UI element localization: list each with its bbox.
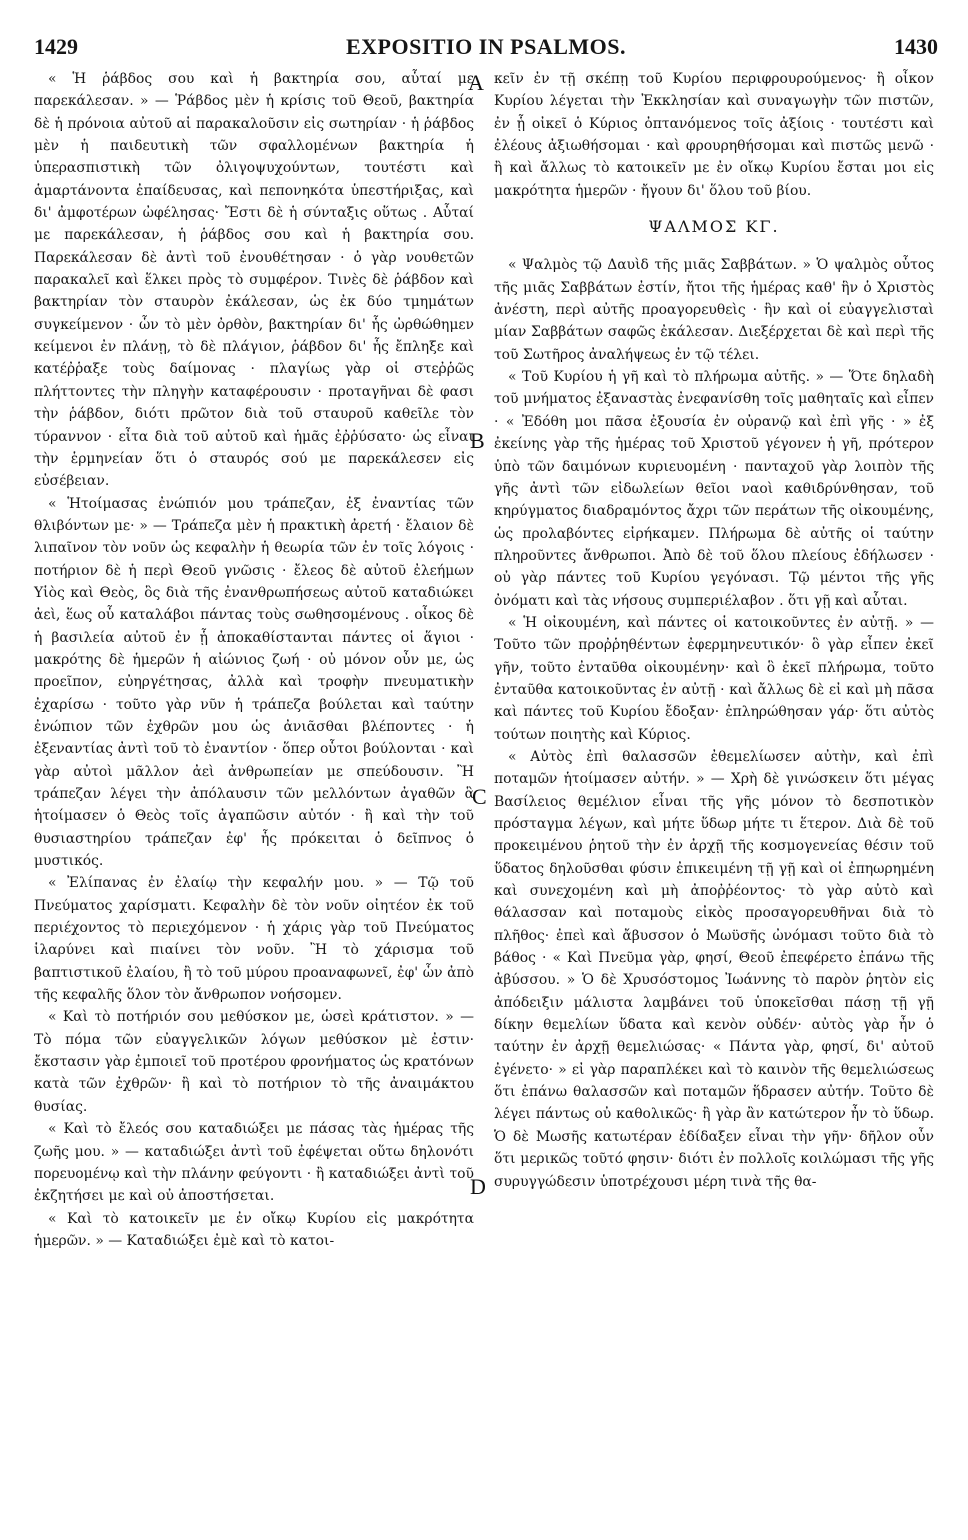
- paragraph-continued: κεῖν ἐν τῇ σκέπῃ τοῦ Κυρίου περιφρουρούμενος· ἢ οἶκον Κυρίου λέγεται τὴν Ἐκκλησίαν καὶ συναγωγὴν τῶν πιστῶν, ἐν ᾗ οἰκεῖ ὁ Κύριος ὀπτανόμενος τοῖς ἀξίοις · τουτέστι καὶ ἐλέους ἀξιωθήσομαι · καὶ φρουρηθήσομαι καὶ πιστῶς μενῶ · ἢ καὶ ἄλλως τὸ κατοικεῖν με ἐν οἴκῳ Κυρίου ἔσται μοι εἰς μακρότητα ἡμερῶν · ἤγουν δι' ὅλου τοῦ βίου.: [494, 71, 934, 199]
- paragraph: « Καὶ τὸ κατοικεῖν με ἐν οἴκῳ Κυρίου εἰς μακρότητα ἡμερῶν. » — Καταδιώξει ἐμὲ καὶ τὸ κατοι-: [34, 1210, 474, 1249]
- margin-marker-c: C: [472, 784, 487, 809]
- paragraph: « Ἐλίπανας ἐν ἐλαίῳ τὴν κεφαλήν μου. » — Τῷ τοῦ Πνεύματος χαρίσματι. Κεφαλὴν δὲ τὸν νοῦν οἰητέον ἐκ τοῦ περιέχοντος τὸ περιεχόμενον · ἡ χάρις γὰρ τοῦ Πνεύματος ἱλαρύνει καὶ πιαίνει τὸν νοῦν. Ἢ τὸ χάρισμα τοῦ βαπτιστικοῦ ἐλαίου, ἢ τὸ τοῦ μύρου προαναφωνεῖ, ἐφ' ὧν ἀπὸ τῆς κεφαλῆς ὅλον τὸν ἄνθρωπον νοήσομεν.: [34, 875, 474, 1004]
- running-title: EXPOSITIO IN PSALMOS.: [345, 34, 627, 59]
- margin-marker-b: B: [470, 428, 485, 453]
- left-column: [34, 68, 474, 1252]
- paragraph: « Καὶ τὸ ἔλεός σου καταδιώξει με πάσας τὰς ἡμέρας τῆς ζωῆς μου. » — καταδιώξει ἀντὶ τοῦ ἐφέψεται οὕτω δηλονότι πορευομένῳ καὶ τὴν πλάνην φεύγοντι · ἢ καταδιώξει ἀντὶ τοῦ ἐκζητήσει με καὶ οὐ ἀποστήσεται.: [34, 1121, 474, 1205]
- paragraph: « Ψαλμὸς τῷ Δαυὶδ τῆς μιᾶς Σαββάτων. » Ὁ ψαλμὸς οὗτος τῆς μιᾶς Σαββάτων ἐστίν, ἤτοι τῆς ἡμέρας καθ' ἣν ὁ Χριστὸς ἀνέστη, περὶ αὐτῆς προαγορευθεὶς · ἣν καὶ οἱ εὐαγγελισταὶ μίαν Σαββάτων σαφῶς ἐκάλεσαν. Διεξέρχεται δὲ καὶ περὶ τῆς τοῦ Σωτῆρος ἀναλήψεως ἐν τῷ τέλει.: [494, 257, 934, 363]
- page-number-right: 1430: [894, 34, 938, 59]
- paragraph: « Ἡτοίμασας ἐνώπιόν μου τράπεζαν, ἐξ ἐναντίας τῶν θλιβόντων με· » — Τράπεζα μὲν ἡ πρακτικὴ ἀρετή · ἔλαιον δὲ λιπαῖνον τὸν νοῦν ὡς κεφαλὴν ἡ θεωρία τῶν ἐν τοῖς λόγοις · ποτήριον δὲ ἡ περὶ Θεοῦ γνῶσις · ἔλεος δὲ αὐτοῦ ἐλεήμων Υἱὸς καὶ Θεὸς, ὃς διὰ τῆς ἐνανθρωπήσεως αὐτοῦ καταδιώκει ἀεὶ, ἕως οὗ καταλάβοι πάντας τοὺς σωθησομένους . οἶκος δὲ ἡ βασιλεία αὐτοῦ ἐν ᾗ ἀποκαθίστανται πάντες οἱ ἅγιοι · μακρότης δὲ ἡμερῶν ἡ αἰώνιος ζωή · οὐ μόνον οὖν με, ὡς προεῖπον, εὐηργέτησας, ἀλλὰ καὶ τροφὴν πνευματικὴν ἐχαρίσω · τοῦτο γὰρ νῦν ἡ τράπεζα βούλεται καὶ ταύτην ἐνώπιον τῶν ἐχθρῶν μου ὡς ἀνιᾶσθαι βλέποντες · ἡ ἐξεναντίας ἀντὶ τοῦ τὸ ἐναντίον · ὅπερ οὗτοι βούλονται · καὶ γὰρ αὐτοὶ μᾶλλον ἀεὶ ἀνθρωπείαν με σπεύδουσιν. Ἢ τράπεζαν λέγει τὴν ἀπόλαυσιν τῶν μελλόντων ἀγαθῶν ἃ ἡτοίμασεν ὁ Θεὸς τοῖς ἀγαπῶσιν αὐτόν · ἢ καὶ τὴν τοῦ θυσιαστηρίου τράπεζαν ἐφ' ἧς πρόκειται ὁ δεῖπνος ὁ μυστικός.: [34, 495, 474, 870]
- psalm-heading: ΨΑΛΜΟΣ ΚΓ.: [648, 217, 780, 237]
- page-header: [34, 34, 938, 64]
- paragraph: « Τοῦ Κυρίου ἡ γῆ καὶ τὸ πλήρωμα αὐτῆς. » — Ὅτε δηλαδὴ τοῦ μνήματος ἐξαναστὰς ἐνεφανίσθη τοῖς μαθηταῖς καὶ εἶπεν · « Ἐδόθη μοι πᾶσα ἐξουσία ἐν οὐρανῷ καὶ ἐπὶ γῆς · » ἐξ ἐκείνης γὰρ τῆς ἡμέρας τοῦ Χριστοῦ γέγονεν ἡ γῆ, πρότερον ὑπὸ τῶν δαιμόνων κυριευομένη · πανταχοῦ γὰρ λοιπὸν τῆς γῆς ἀντὶ τῶν εἰδωλείων θεῖοι ναοὶ καθιδρύνθησαν, τοῦ κηρύγματος διαδραμόντος ἄχρι τῶν περάτων τῆς οἰκουμένης, ὡς προλαβόντες εἰρήκαμεν. Πλήρωμα δὲ αὐτῆς οἱ ταύτην πληροῦντες ἄνθρωποι. Ἀπὸ δὲ τοῦ ὅλου πλείους ἐδήλωσεν · οὐ γὰρ πάντες τοῦ Κυρίου γεγόνασι. Τῷ μέντοι τῆς γῆς ὀνόματι καὶ τὰς νήσους συμπεριέλαβον . ὅτι γῇ καὶ αὗται.: [494, 369, 934, 609]
- paragraph: « Καὶ τὸ ποτήριόν σου μεθύσκον με, ὡσεὶ κράτιστον. » — Τὸ πόμα τῶν εὐαγγελικῶν λόγων μεθύσκον μὲ ἐστιν· ἔκστασιν γὰρ ἐμποιεῖ τοῦ προτέρου φρονήματος ὡς κρατόνων κατὰ τῶν ἐχθρῶν· ἢ καὶ τὸ ποτήριον τὸ τῆς ἀναιμάκτου θυσίας.: [34, 1009, 474, 1115]
- paragraph: « Αὐτὸς ἐπὶ θαλασσῶν ἐθεμελίωσεν αὐτὴν, καὶ ἐπὶ ποταμῶν ἡτοίμασεν αὐτήν. » — Χρὴ δὲ γινώσκειν ὅτι μέγας Βασίλειος θεμέλιον εἶναι τῆς γῆς μόνον τὸ δεσποτικὸν πρόσταγμα λέγων, καὶ μήτε ὕδωρ μήτε τι ἕτερον. Διὰ δὲ τοῦ προκειμένου ῥητοῦ τὴν ἐν ἀρχῇ τῆς κοσμογενείας θέσιν τοῦ ὕδατος δηλοῦσθαι φύσιν ἐπικειμένη τῇ γῇ καὶ οἱ ἐπηωρημένη καὶ συνεχομένη καὶ μὴ ἀποῤῥέοντος· τὸ γὰρ αὐτὸ καὶ θάλασσαν καὶ ποταμοὺς εἰκὸς προσαγορευθῆναι διὰ τὸ πλῆθος· ἐπεὶ καὶ ἄβυσσον ὁ Μωϋσῆς ὠνόμασι τοῦτο διὰ τὸ βάθος · « Καὶ Πνεῦμα γὰρ, φησί, Θεοῦ ἐπεφέρετο ἐπάνω τῆς ἀβύσσου. » Ὁ δὲ Χρυσόστομος Ἰωάννης τὸ παρὸν ῥητὸν εἰς ἀπόδειξιν μάλιστα λαμβάνει τοῦ ὑποκεῖσθαι πάσῃ τῇ γῇ δίκην θεμελίων ὕδατα καὶ κενὸν οὐδέν· αὐτὸς γὰρ ἦν ὁ ταύτην ἐν ἀρχῇ θεμελιώσας· « Πάντα γὰρ, φησί, δι' αὐτοῦ ἐγένετο· » εἰ γὰρ παραπλέκει καὶ τὸ καινὸν τῆς θεμελιώσεως ὅτι ἐπάνω θαλασσῶν καὶ ποταμῶν ἥδρασεν αὐτήν. Τοῦτο δὲ λέγει πάντως οὐ καθολικῶς· ἢ γὰρ ἂν κατώτερον ἦν τὸ ὕδωρ. Ὁ δὲ Μωσῆς κατωτέραν ἐδίδαξεν εἶναι τὴν γῆν· δῆλον οὖν ὅτι μερικῶς τοῦτό φησιν· διότι ἐν πολλοῖς κοιλώμασι τῆς γῆς συρυγγώδεσιν ὑποτρέχουσι μέρη τινὰ τῆς θα-: [494, 748, 934, 1190]
- page-number-left: 1429: [34, 34, 78, 59]
- paragraph: « Ἡ ῥάβδος σου καὶ ἡ βακτηρία σου, αὗταί με παρεκάλεσαν. » — Ῥάβδος μὲν ἡ κρίσις τοῦ Θεοῦ, βακτηρία δὲ ἡ πρόνοια αὐτοῦ αἱ παρακαλοῦσιν εἰς σωτηρίαν · ἡ ῥάβδος μὲν ἡ παιδευτικὴ τῶν σφαλλομένων βακτηρία ἡ ὑπερασπιστικὴ τῶν ὀλιγοψυχούντων, τουτέστι καὶ ἁμαρτάνοντα ἐπαίδευσας, καὶ πεπονηκότα ὑπεστήριξας, καὶ δι' ἀμφοτέρων ὠφέλησας· Ἔστι δὲ ἡ σύνταξις οὕτως . Αὗταί με παρεκάλεσαν, ἡ ῥάβδος σου καὶ ἡ βακτηρία σου. Παρεκάλεσαν δὲ ἀντὶ τοῦ ἐνουθέτησαν · ὁ γὰρ νουθετῶν παρακαλεῖ καὶ ἕλκει πρὸς τὸ συμφέρον. Τινὲς δὲ ῥάβδον καὶ βακτηρίαν τὸν σταυρὸν ἐκάλεσαν, ὡς ἐκ δύο τμημάτων συγκείμενον · ὧν τὸ μὲν ὀρθὸν, βακτηρίαν δι' ἧς ὠρθώθημεν κείμενοι ἐν πλάνῃ, τὸ δὲ πλάγιον, ῥάβδον δι' ἧς ἔπληξε καὶ κατέῤῥαξε τοὺς δαίμονας · πλαγίως γὰρ οἱ στεῤῥῶς πλήττοντες τὴν πληγὴν καταφέρουσιν · προταγῆναι δὲ φασι τὴν ῥάβδον, διότι πρῶτον διὰ τοῦ σταυροῦ καθεῖλε τὸν τύραννον · εἶτα διὰ τοῦ αὐτοῦ καὶ ἡμᾶς ἐῤῥύσατο· ὡς εἶναι τὴν ἑρμηνείαν ὅτι ὁ σταυρός σού με παρεκάλεσεν εἰς εὐσέβειαν.: [34, 71, 474, 490]
- paragraph: « Ἡ οἰκουμένη, καὶ πάντες οἱ κατοικοῦντες ἐν αὐτῇ. » — Τοῦτο τῶν προῤῥηθέντων ἐφερμηνευτικόν· ὃ γὰρ εἶπεν ἐκεῖ γῆν, τοῦτο ἐνταῦθα οἰκουμένην· καὶ ὃ ἐκεῖ πλήρωμα, τοῦτο ἐνταῦθα κατοικοῦντας ἐν αὐτῇ · καὶ ἄλλως δὲ εἰ καὶ μὴ πᾶσα καὶ πάντες τοῦ Κυρίου ἔδοξαν· ἐπληρώθησαν γάρ· ὅτι αὐτὸς τούτων ποιητὴς καὶ Κύριος.: [494, 614, 934, 743]
- margin-marker-d: D: [470, 1174, 486, 1199]
- right-column: [494, 68, 934, 1193]
- margin-marker-a: A: [468, 70, 484, 95]
